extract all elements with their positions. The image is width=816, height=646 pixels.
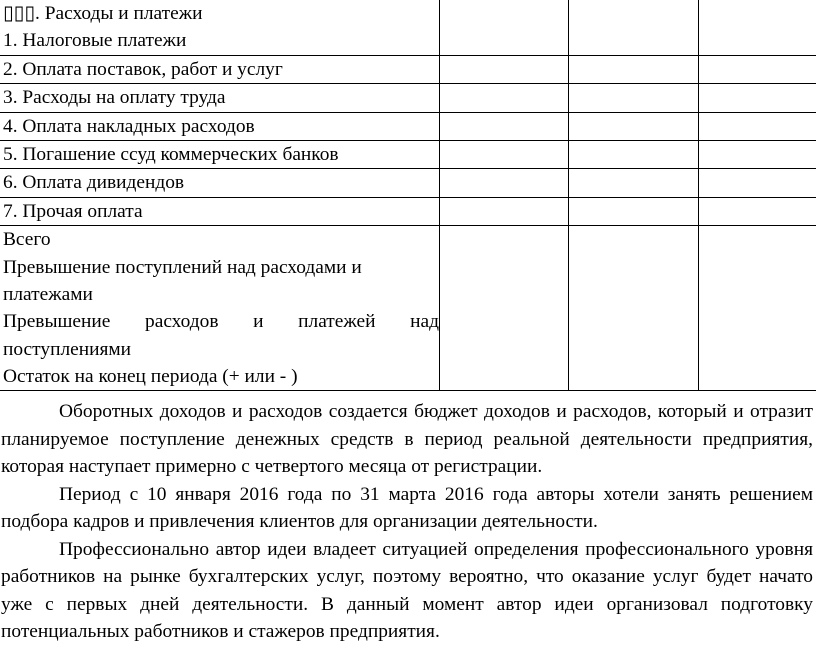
value-cell: [699, 226, 816, 391]
value-cell: [440, 169, 569, 197]
row-label-cell: [0, 140, 440, 168]
totals-row: [0, 226, 816, 391]
excess-expense-label: Превышение расходов и платежей над: [3, 308, 439, 335]
value-cell: [699, 55, 816, 83]
value-cell: [440, 140, 569, 168]
body-text: [1, 398, 813, 646]
value-cell: [699, 112, 816, 140]
value-cell: [699, 0, 816, 55]
value-cell: [440, 55, 569, 83]
table-row: [0, 140, 816, 168]
table-row: [0, 169, 816, 197]
paragraph: Период с 10 января 2016 года по 31 марта 2016 года авторы хотели занять решением подбора кадров и привлечения клиентов для организации деятельности.: [1, 481, 813, 536]
section-header: ▯▯▯. Расходы и платежи: [3, 0, 439, 27]
table-row: [0, 0, 816, 55]
excess-expense-label-cont: поступлениями: [3, 336, 439, 363]
value-cell: [569, 55, 699, 83]
value-cell: [440, 197, 569, 225]
row-label-cell: [0, 55, 440, 83]
excess-income-label: Превышение поступлений над расходами и: [3, 254, 439, 281]
totals-label-cell: [0, 226, 440, 391]
row-label: 5. Погашение ссуд коммерческих банков: [3, 141, 439, 168]
row-label: 7. Прочая оплата: [3, 198, 439, 225]
row-label-cell: [0, 197, 440, 225]
value-cell: [699, 140, 816, 168]
table-row: [0, 112, 816, 140]
value-cell: [699, 169, 816, 197]
row-label: 1. Налоговые платежи: [3, 27, 439, 54]
balance-label: Остаток на конец периода (+ или - ): [3, 363, 439, 390]
row-label-cell: [0, 84, 440, 112]
value-cell: [569, 226, 699, 391]
value-cell: [440, 226, 569, 391]
paragraph: Профессионально автор идеи владеет ситуацией определения профессионального уровня работников на рынке бухгалтерских услуг, поэтому вероятно, что оказание услуг будет начато уже с первых дней деятельности. В данный момент автор идеи организовал подготовку потенциальных работников и стажеров предприятия.: [1, 536, 813, 646]
row-label: 4. Оплата накладных расходов: [3, 113, 439, 140]
value-cell: [699, 197, 816, 225]
table-row: [0, 197, 816, 225]
row-label: 2. Оплата поставок, работ и услуг: [3, 56, 439, 83]
value-cell: [569, 112, 699, 140]
value-cell: [569, 197, 699, 225]
row-label-cell: [0, 0, 440, 55]
row-label-cell: [0, 112, 440, 140]
row-label: 3. Расходы на оплату труда: [3, 84, 439, 111]
value-cell: [569, 84, 699, 112]
table-row: [0, 55, 816, 83]
value-cell: [569, 169, 699, 197]
value-cell: [440, 84, 569, 112]
value-cell: [440, 112, 569, 140]
total-label: Всего: [3, 226, 439, 253]
row-label-cell: [0, 169, 440, 197]
paragraph: Оборотных доходов и расходов создается бюджет доходов и расходов, который и отразит планируемое поступление денежных средств в период реальной деятельности предприятия, которая наступает примерно с четвертого месяца от регистрации.: [1, 398, 813, 481]
value-cell: [569, 140, 699, 168]
value-cell: [440, 0, 569, 55]
value-cell: [699, 84, 816, 112]
excess-income-label-cont: платежами: [3, 281, 439, 308]
row-label: 6. Оплата дивидендов: [3, 169, 439, 196]
value-cell: [569, 0, 699, 55]
table-row: [0, 84, 816, 112]
